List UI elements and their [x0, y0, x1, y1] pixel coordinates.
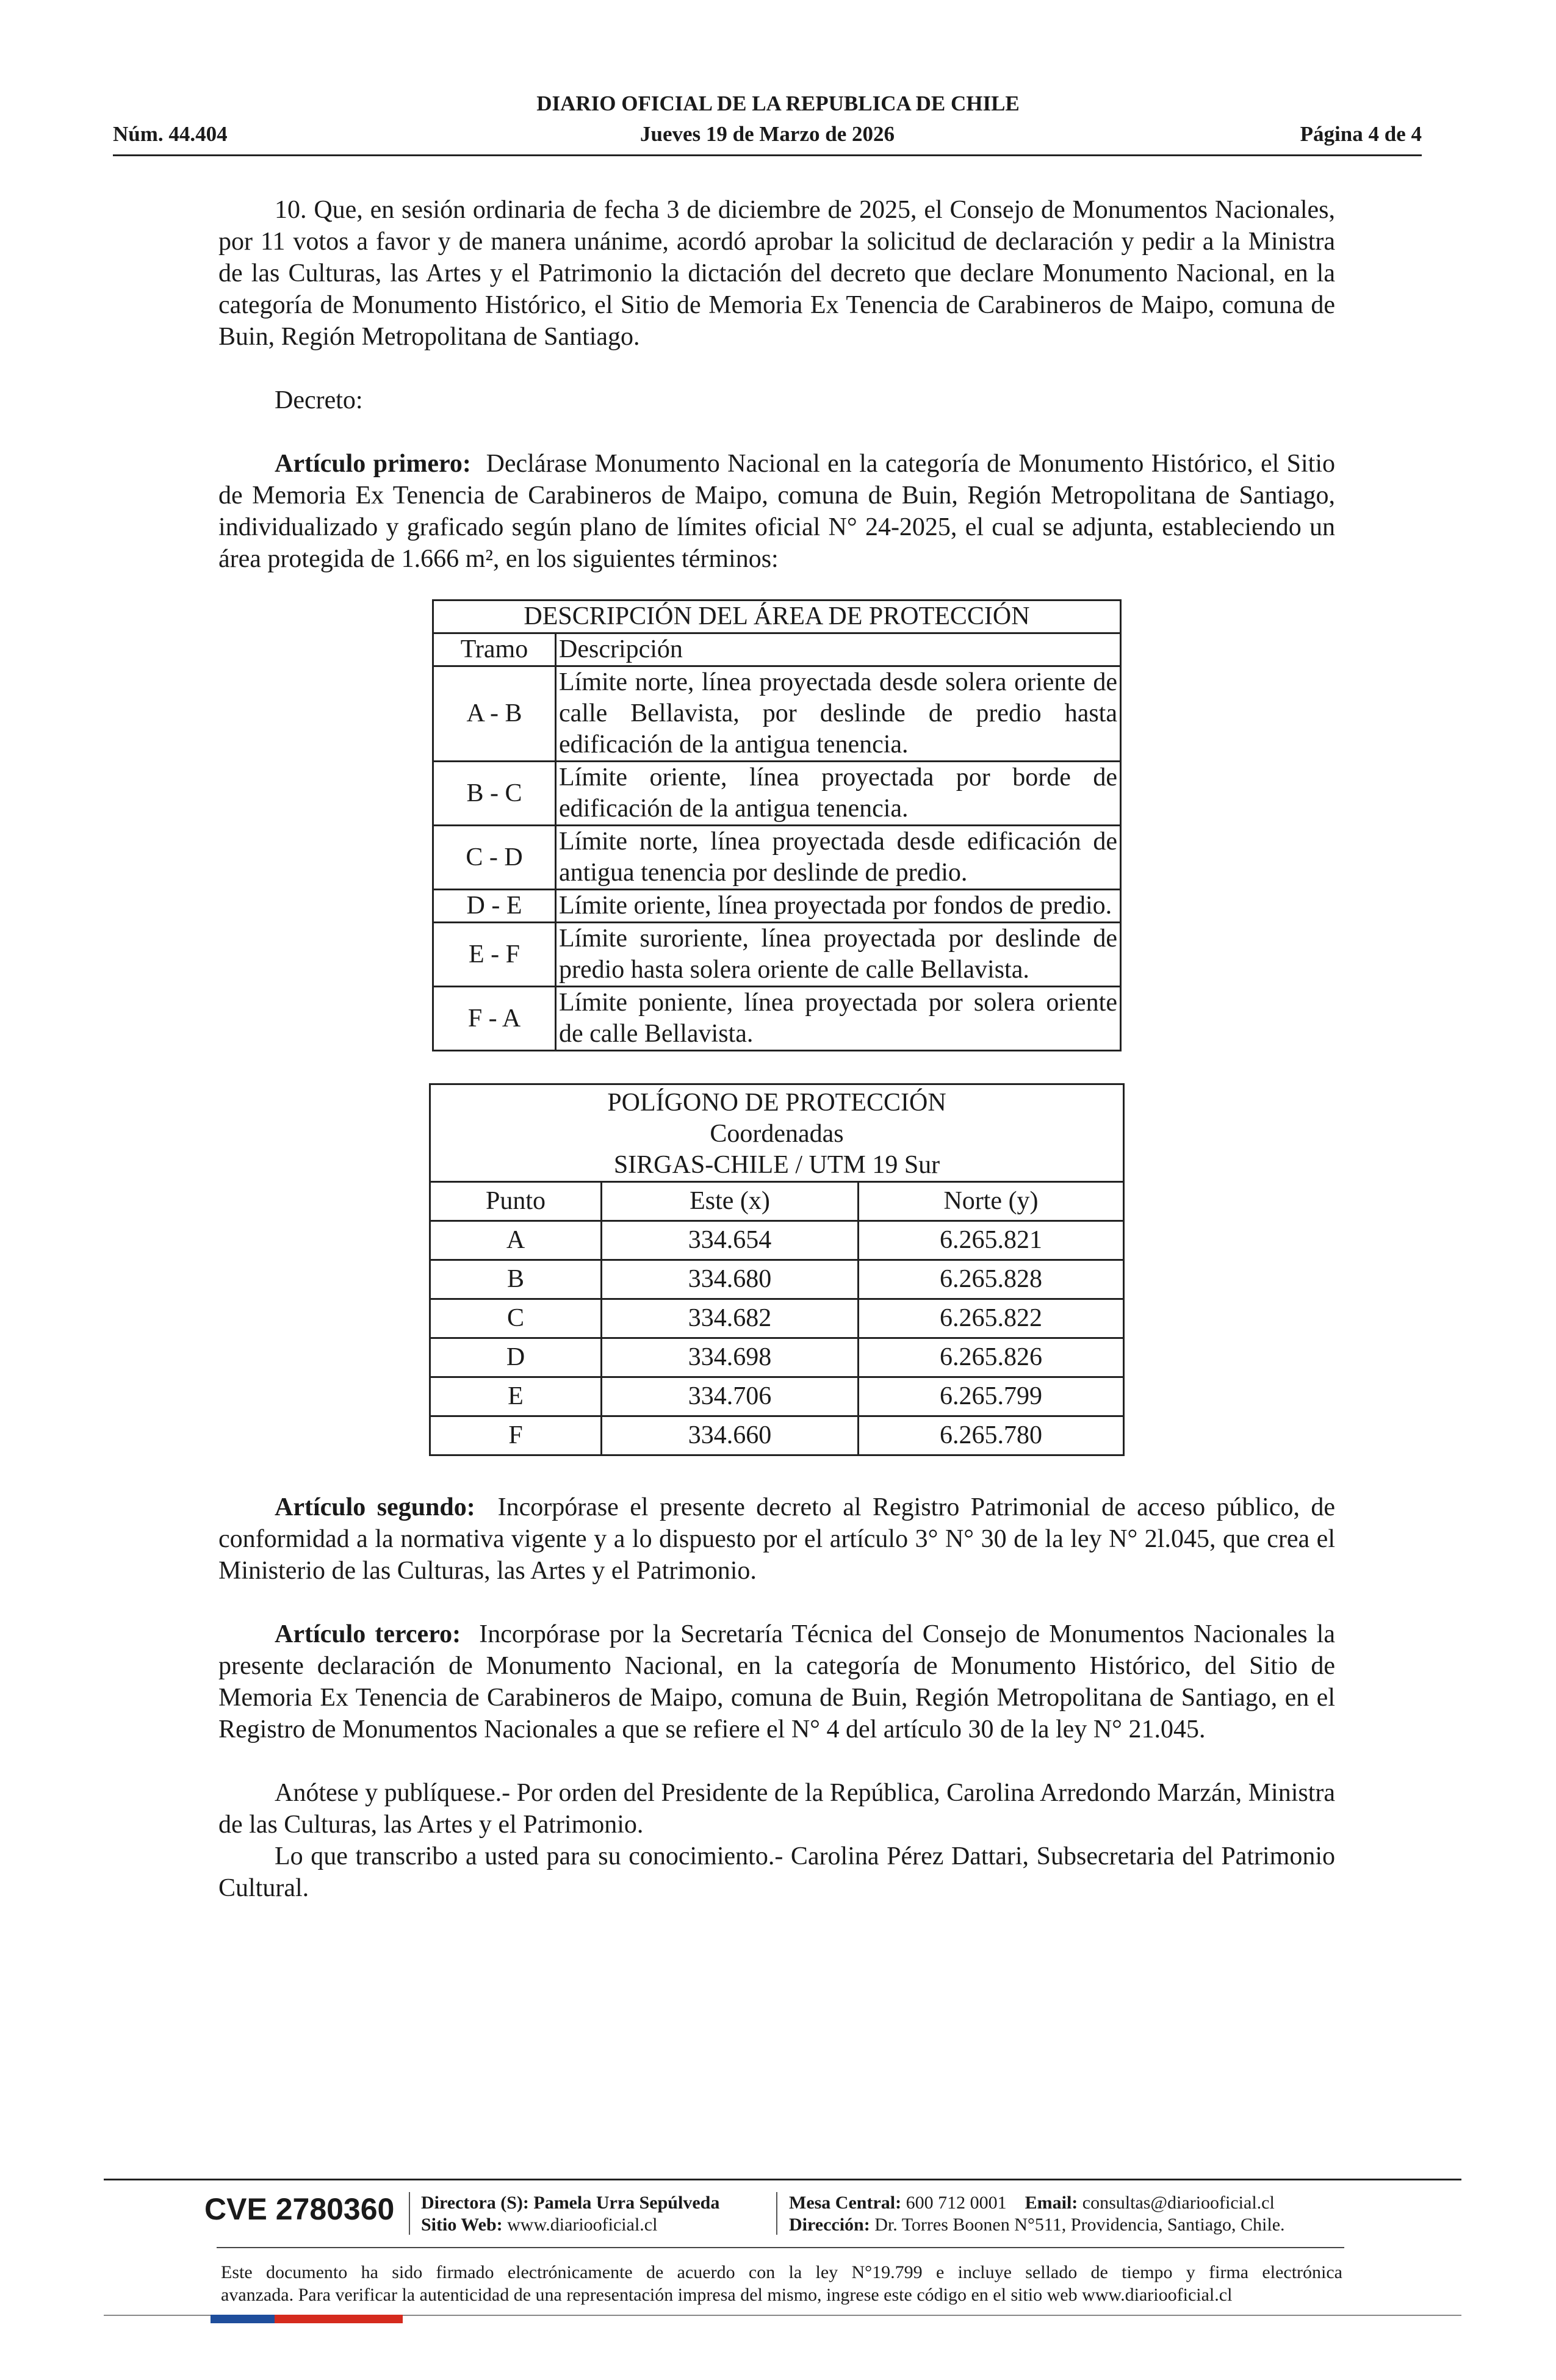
- table-row: [433, 762, 1121, 826]
- table-row: [430, 1299, 1124, 1338]
- punto-cell: E: [430, 1377, 602, 1416]
- legal-notice: [221, 2261, 1342, 2306]
- polygon-title-line: POLÍGONO DE PROTECCIÓN: [607, 1089, 946, 1117]
- este-cell: 334.698: [602, 1338, 859, 1377]
- este-cell: 334.660: [602, 1416, 859, 1455]
- table-row: [433, 987, 1121, 1051]
- article-3: [218, 1618, 1335, 1745]
- flag-stripe-red: [275, 2315, 339, 2323]
- director-label: Directora (S): Pamela Urra Sepúlveda: [421, 2193, 720, 2213]
- table-row: [433, 890, 1121, 923]
- footer-divider: [104, 2179, 1461, 2180]
- table-row: [433, 826, 1121, 890]
- table-row: [430, 1221, 1124, 1260]
- polygon-subtitle-line: Coordenadas: [710, 1120, 844, 1148]
- document-body: [218, 194, 1335, 1904]
- phone-value: 600 712 0001: [906, 2193, 1007, 2213]
- desc-cell: Límite norte, línea proyectada desde solera oriente de calle Bellavista, por deslinde de predio hasta edificación de la antigua tenencia.: [556, 666, 1121, 762]
- este-cell: 334.680: [602, 1260, 859, 1299]
- header-row: [113, 122, 1422, 153]
- closing-paragraph-2: Lo que transcribo a usted para su conocimiento.- Carolina Pérez Dattari, Subsecretaria del Patrimonio Cultural.: [218, 1842, 1335, 1902]
- punto-cell: B: [430, 1260, 602, 1299]
- tramo-cell: B - C: [433, 762, 556, 826]
- norte-cell: 6.265.821: [859, 1221, 1124, 1260]
- article-1-label: Artículo primero:: [275, 450, 471, 478]
- address-label: Dirección:: [789, 2215, 870, 2235]
- polygon-col-punto: Punto: [430, 1182, 602, 1221]
- table-row: [430, 1260, 1124, 1299]
- page-number: Página 4 de 4: [1300, 122, 1422, 146]
- decreto-heading: Decreto:: [275, 386, 363, 414]
- punto-cell: A: [430, 1221, 602, 1260]
- norte-cell: 6.265.828: [859, 1260, 1124, 1299]
- website-label: Sitio Web:: [421, 2215, 503, 2235]
- article-3-text: Incorpórase por la Secretaría Técnica del Consejo de Monumentos Nacionales la presente declaración de Monumento Nacional, en la categoría de Monumento Histórico, del Sitio de Memoria Ex Tenencia de Carabineros de Maipo, comuna de Buin, Región Metropolitana de Santiago, en el Registro de Monumentos Nacionales a que se refiere el N° 4 del artículo 30 de la ley N° 21.045.: [218, 1620, 1335, 1744]
- polygon-col-este: Este (x): [602, 1182, 859, 1221]
- area-col-desc: Descripción: [556, 633, 1121, 666]
- table-row: [430, 1377, 1124, 1416]
- tramo-cell: A - B: [433, 666, 556, 762]
- tramo-cell: E - F: [433, 923, 556, 987]
- footer-separator: [776, 2192, 777, 2235]
- footer-director-block: [421, 2192, 719, 2236]
- area-table-title: DESCRIPCIÓN DEL ÁREA DE PROTECCIÓN: [433, 600, 1121, 633]
- footer-separator: [409, 2192, 410, 2235]
- paragraph-10: 10. Que, en sesión ordinaria de fecha 3 de diciembre de 2025, el Consejo de Monumentos Nacionales, por 11 votos a favor y de manera unánime, acordó aprobar la solicitud de declaración y pedir a la Ministra de las Culturas, las Artes y el Patrimonio la dictación del decreto que declare Monumento Nacional, en la categoría de Monumento Histórico, el Sitio de Memoria Ex Tenencia de Carabineros de Maipo, comuna de Buin, Región Metropolitana de Santiago.: [218, 196, 1335, 351]
- este-cell: 334.706: [602, 1377, 859, 1416]
- protection-polygon-table: [429, 1083, 1125, 1456]
- norte-cell: 6.265.780: [859, 1416, 1124, 1455]
- phone-label: Mesa Central:: [789, 2193, 902, 2213]
- article-1-text: Declárase Monumento Nacional en la categoría de Monumento Histórico, el Sitio de Memoria Ex Tenencia de Carabineros de Maipo, comuna de Buin, Región Metropolitana de Santiago, individualizado y graficado según plano de límites oficial N° 24-2025, el cual se adjunta, estableciendo un área protegida de 1.666 m², en los siguientes términos:: [218, 450, 1335, 573]
- newspaper-title: DIARIO OFICIAL DE LA REPUBLICA DE CHILE: [536, 92, 1020, 115]
- table-row: [433, 923, 1121, 987]
- article-1: [218, 448, 1335, 575]
- article-2-text: Incorpórase el presente decreto al Registro Patrimonial de acceso público, de conformidad a la normativa vigente y a lo dispuesto por el artículo 3° N° 30 de la ley N° 2l.045, que crea el Ministerio de las Culturas, las Artes y el Patrimonio.: [218, 1493, 1336, 1585]
- legal-line-1: Este documento ha sido firmado electrónicamente de acuerdo con la ley N°19.799 e incluye sellado de tiempo y firma electrónica: [221, 2262, 1342, 2282]
- article-2: [218, 1491, 1335, 1587]
- issue-number: Núm. 44.404: [113, 122, 228, 146]
- article-2-label: Artículo segundo:: [275, 1493, 475, 1521]
- header-divider: [113, 154, 1422, 156]
- este-cell: 334.682: [602, 1299, 859, 1338]
- desc-cell: Límite oriente, línea proyectada por fondos de predio.: [556, 890, 1121, 923]
- table-row: [433, 666, 1121, 762]
- cve-code: CVE 2780360: [204, 2192, 395, 2226]
- website-link[interactable]: www.diariooficial.cl: [507, 2215, 658, 2235]
- polygon-datum-line: SIRGAS-CHILE / UTM 19 Sur: [613, 1151, 940, 1179]
- norte-cell: 6.265.826: [859, 1338, 1124, 1377]
- flag-stripe: [211, 2315, 403, 2323]
- email-label: Email:: [1025, 2193, 1078, 2213]
- tramo-cell: F - A: [433, 987, 556, 1051]
- issue-date: Jueves 19 de Marzo de 2026: [639, 122, 895, 146]
- polygon-col-norte: Norte (y): [859, 1182, 1124, 1221]
- flag-stripe-blue: [211, 2315, 275, 2323]
- punto-cell: C: [430, 1299, 602, 1338]
- legal-line-2: avanzada. Para verificar la autenticidad de una representación impresa del mismo, ingrese este código en el sitio web www.diariooficial.cl: [221, 2285, 1233, 2305]
- flag-stripe-red: [339, 2315, 403, 2323]
- footer-contact-block: [789, 2192, 1285, 2236]
- table-row: [430, 1338, 1124, 1377]
- norte-cell: 6.265.822: [859, 1299, 1124, 1338]
- desc-cell: Límite oriente, línea proyectada por borde de edificación de la antigua tenencia.: [556, 762, 1121, 826]
- email-link[interactable]: consultas@diariooficial.cl: [1082, 2193, 1275, 2213]
- area-col-tramo: Tramo: [433, 633, 556, 666]
- desc-cell: Límite norte, línea proyectada desde edificación de antigua tenencia por deslinde de predio.: [556, 826, 1121, 890]
- closing-paragraph-1: Anótese y publíquese.- Por orden del Presidente de la República, Carolina Arredondo Marzán, Ministra de las Culturas, las Artes y el Patrimonio.: [218, 1779, 1335, 1839]
- address-value: Dr. Torres Boonen N°511, Providencia, Santiago, Chile.: [874, 2215, 1285, 2235]
- punto-cell: F: [430, 1416, 602, 1455]
- table-row: [430, 1416, 1124, 1455]
- desc-cell: Límite suroriente, línea proyectada por deslinde de predio hasta solera oriente de calle Bellavista.: [556, 923, 1121, 987]
- polygon-table-title: [430, 1084, 1124, 1182]
- footer-inner-divider: [217, 2247, 1344, 2248]
- tramo-cell: D - E: [433, 890, 556, 923]
- este-cell: 334.654: [602, 1221, 859, 1260]
- desc-cell: Límite poniente, línea proyectada por solera oriente de calle Bellavista.: [556, 987, 1121, 1051]
- protection-area-table: [432, 599, 1122, 1051]
- punto-cell: D: [430, 1338, 602, 1377]
- tramo-cell: C - D: [433, 826, 556, 890]
- article-3-label: Artículo tercero:: [275, 1620, 461, 1648]
- norte-cell: 6.265.799: [859, 1377, 1124, 1416]
